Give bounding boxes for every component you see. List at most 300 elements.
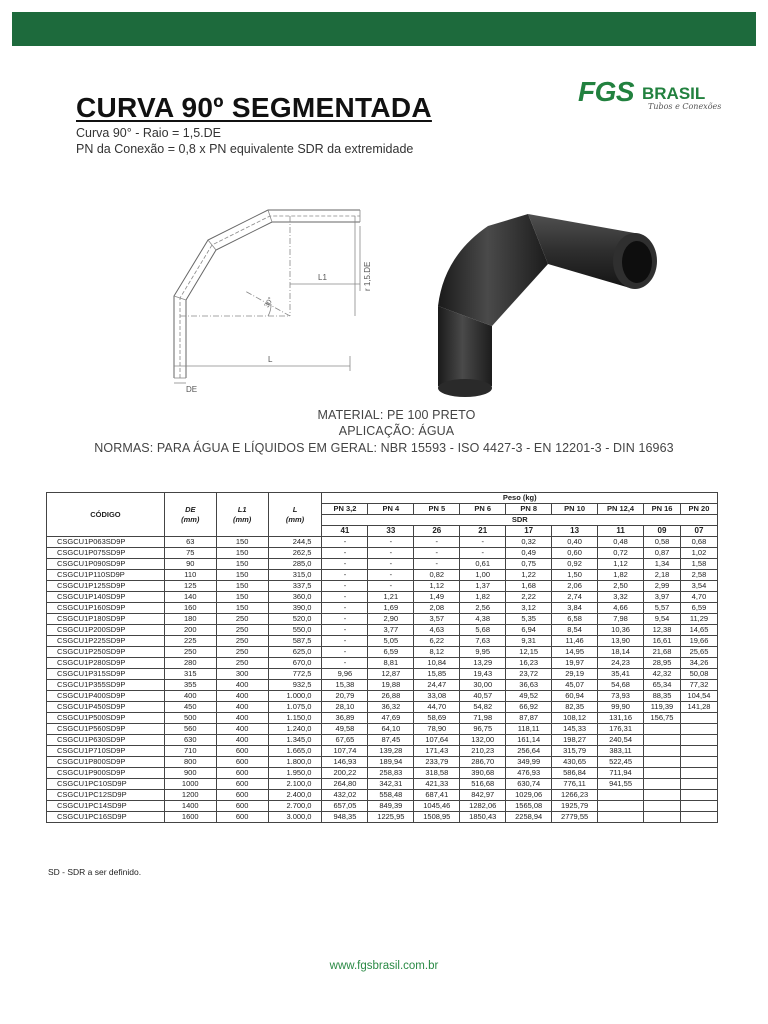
cell-peso: 1266,23 [552, 790, 598, 801]
header-pn: PN 16 [644, 504, 681, 515]
cell-peso: 522,45 [598, 757, 644, 768]
cell-codigo: CSGCU1P075SD9P [47, 548, 165, 559]
cell-peso: 18,14 [598, 647, 644, 658]
cell-peso: 19,97 [552, 658, 598, 669]
cell-de: 560 [164, 724, 216, 735]
table-row [47, 592, 718, 603]
table-row [47, 746, 718, 757]
cell-l: 1.150,0 [268, 713, 322, 724]
cell-peso: - [322, 570, 368, 581]
cell-peso: 58,69 [414, 713, 460, 724]
cell-peso: 210,23 [460, 746, 506, 757]
cell-de: 63 [164, 537, 216, 548]
cell-peso: 0,87 [644, 548, 681, 559]
cell-peso: 1925,79 [552, 801, 598, 812]
table-row [47, 680, 718, 691]
cell-peso: 286,70 [460, 757, 506, 768]
cell-peso: 2,56 [460, 603, 506, 614]
cell-peso: 3,32 [598, 592, 644, 603]
cell-peso [680, 746, 717, 757]
spec-normas: NORMAS: PARA ÁGUA E LÍQUIDOS EM GERAL: NBR 15593 - ISO 4427-3 - EN 12201-3 - DIN 16963 [94, 441, 674, 455]
cell-peso: 2,22 [506, 592, 552, 603]
cell-peso: 657,05 [322, 801, 368, 812]
cell-peso: 9,95 [460, 647, 506, 658]
table-row [47, 779, 718, 790]
cell-peso: 13,90 [598, 636, 644, 647]
cell-peso: 145,33 [552, 724, 598, 735]
cell-peso: 4,66 [598, 603, 644, 614]
cell-de: 450 [164, 702, 216, 713]
cell-peso: 2258,94 [506, 812, 552, 823]
cell-peso: 1,58 [680, 559, 717, 570]
cell-codigo: CSGCU1P125SD9P [47, 581, 165, 592]
cell-peso: 711,94 [598, 768, 644, 779]
cell-peso [680, 801, 717, 812]
cell-peso: - [368, 548, 414, 559]
cell-peso: 1565,08 [506, 801, 552, 812]
cell-peso: 21,68 [644, 647, 681, 658]
cell-peso: 3,84 [552, 603, 598, 614]
table-row [47, 669, 718, 680]
cell-peso: 1508,95 [414, 812, 460, 823]
header-sdr-value: 41 [322, 526, 368, 537]
cell-peso: 516,68 [460, 779, 506, 790]
cell-peso: 776,11 [552, 779, 598, 790]
website-link[interactable]: www.fgsbrasil.com.br [329, 960, 439, 972]
cell-codigo: CSGCU1P200SD9P [47, 625, 165, 636]
table-row [47, 603, 718, 614]
cell-peso: - [322, 548, 368, 559]
cell-peso: 687,41 [414, 790, 460, 801]
cell-peso: 1,21 [368, 592, 414, 603]
cell-de: 1400 [164, 801, 216, 812]
cell-l: 1.240,0 [268, 724, 322, 735]
cell-peso: 476,93 [506, 768, 552, 779]
table-row [47, 691, 718, 702]
table-row [47, 581, 718, 592]
table-row [47, 757, 718, 768]
cell-peso: 1,12 [414, 581, 460, 592]
cell-peso: 14,65 [680, 625, 717, 636]
cell-peso: 9,31 [506, 636, 552, 647]
cell-peso: - [368, 559, 414, 570]
cell-peso: - [322, 559, 368, 570]
cell-peso [644, 735, 681, 746]
cell-peso: 13,29 [460, 658, 506, 669]
cell-l1: 150 [216, 581, 268, 592]
cell-peso: 16,61 [644, 636, 681, 647]
cell-codigo: CSGCU1P800SD9P [47, 757, 165, 768]
table-row [47, 702, 718, 713]
cell-peso: 12,87 [368, 669, 414, 680]
cell-peso: 349,99 [506, 757, 552, 768]
cell-peso: - [368, 570, 414, 581]
dim-radius-label: r 1,5.DE [363, 261, 372, 291]
cell-de: 180 [164, 614, 216, 625]
table-row [47, 614, 718, 625]
cell-peso: 34,26 [680, 658, 717, 669]
cell-peso [644, 724, 681, 735]
table-row [47, 790, 718, 801]
cell-peso: 1,68 [506, 581, 552, 592]
table-row [47, 658, 718, 669]
cell-peso: 118,11 [506, 724, 552, 735]
cell-peso: 36,89 [322, 713, 368, 724]
cell-peso: 383,11 [598, 746, 644, 757]
spec-aplicacao: APLICAÇÃO: ÁGUA [338, 424, 455, 438]
cell-peso: 0,68 [680, 537, 717, 548]
cell-peso: - [368, 537, 414, 548]
cell-l1: 600 [216, 746, 268, 757]
cell-de: 500 [164, 713, 216, 724]
table-row [47, 801, 718, 812]
cell-peso: 7,63 [460, 636, 506, 647]
cell-peso: 49,52 [506, 691, 552, 702]
cell-peso: 77,32 [680, 680, 717, 691]
cell-peso: 29,19 [552, 669, 598, 680]
cell-l: 262,5 [268, 548, 322, 559]
cell-peso: 16,23 [506, 658, 552, 669]
cell-l: 932,5 [268, 680, 322, 691]
cell-peso: 1282,06 [460, 801, 506, 812]
cell-l1: 250 [216, 614, 268, 625]
table-row [47, 548, 718, 559]
cell-codigo: CSGCU1PC12SD9P [47, 790, 165, 801]
header-pn: PN 4 [368, 504, 414, 515]
subtitle-radius: Curva 90° - Raio = 1,5.DE [76, 126, 221, 140]
cell-l1: 400 [216, 702, 268, 713]
cell-peso: - [322, 592, 368, 603]
cell-peso: 0,75 [506, 559, 552, 570]
dim-angle-label: 30° [263, 296, 276, 309]
cell-peso: 12,15 [506, 647, 552, 658]
cell-codigo: CSGCU1P630SD9P [47, 735, 165, 746]
cell-de: 315 [164, 669, 216, 680]
cell-peso: 66,92 [506, 702, 552, 713]
cell-peso: - [322, 537, 368, 548]
header-pn: PN 5 [414, 504, 460, 515]
cell-peso: 42,32 [644, 669, 681, 680]
cell-peso: 0,61 [460, 559, 506, 570]
cell-peso: 1045,46 [414, 801, 460, 812]
cell-de: 200 [164, 625, 216, 636]
cell-peso [644, 812, 681, 823]
cell-peso [680, 713, 717, 724]
cell-peso: 315,79 [552, 746, 598, 757]
cell-peso [680, 768, 717, 779]
cell-l: 360,0 [268, 592, 322, 603]
cell-de: 800 [164, 757, 216, 768]
cell-peso: 258,83 [368, 768, 414, 779]
cell-peso: 156,75 [644, 713, 681, 724]
cell-de: 355 [164, 680, 216, 691]
cell-peso: 432,02 [322, 790, 368, 801]
cell-peso: 146,93 [322, 757, 368, 768]
cell-peso: 941,55 [598, 779, 644, 790]
cell-codigo: CSGCU1P280SD9P [47, 658, 165, 669]
header-sdr-value: 07 [680, 526, 717, 537]
cell-peso: - [322, 603, 368, 614]
cell-l: 1.950,0 [268, 768, 322, 779]
dim-l1-label: L1 [318, 273, 327, 282]
cell-peso: 5,35 [506, 614, 552, 625]
cell-peso: 1,82 [460, 592, 506, 603]
cell-codigo: CSGCU1P710SD9P [47, 746, 165, 757]
logo-fgs: FGS [578, 76, 635, 107]
cell-de: 1200 [164, 790, 216, 801]
cell-de: 110 [164, 570, 216, 581]
cell-l: 670,0 [268, 658, 322, 669]
cell-peso: 0,58 [644, 537, 681, 548]
table-row [47, 812, 718, 823]
cell-peso: 4,38 [460, 614, 506, 625]
dim-de-label: DE [186, 385, 198, 394]
top-banner [12, 12, 756, 46]
header-pn: PN 10 [552, 504, 598, 515]
cell-peso: 2779,55 [552, 812, 598, 823]
cell-peso: - [322, 647, 368, 658]
cell-peso: 119,39 [644, 702, 681, 713]
header-pn: PN 20 [680, 504, 717, 515]
cell-l1: 400 [216, 724, 268, 735]
table-row [47, 713, 718, 724]
cell-de: 710 [164, 746, 216, 757]
cell-l1: 150 [216, 570, 268, 581]
cell-peso [598, 790, 644, 801]
cell-l: 1.000,0 [268, 691, 322, 702]
cell-peso: 24,47 [414, 680, 460, 691]
cell-codigo: CSGCU1PC16SD9P [47, 812, 165, 823]
cell-peso: 107,74 [322, 746, 368, 757]
table-row [47, 570, 718, 581]
header-pn: PN 8 [506, 504, 552, 515]
cell-peso [644, 746, 681, 757]
cell-peso [680, 812, 717, 823]
cell-codigo: CSGCU1P355SD9P [47, 680, 165, 691]
cell-peso: 2,50 [598, 581, 644, 592]
cell-peso: 96,75 [460, 724, 506, 735]
header-de: DE (mm) [164, 493, 216, 537]
cell-peso: 19,88 [368, 680, 414, 691]
cell-peso: 9,96 [322, 669, 368, 680]
cell-codigo: CSGCU1P315SD9P [47, 669, 165, 680]
cell-l: 337,5 [268, 581, 322, 592]
cell-peso: 11,46 [552, 636, 598, 647]
cell-l1: 400 [216, 735, 268, 746]
table-row [47, 647, 718, 658]
cell-peso: 35,41 [598, 669, 644, 680]
cell-l: 625,0 [268, 647, 322, 658]
cell-codigo: CSGCU1PC10SD9P [47, 779, 165, 790]
cell-l1: 600 [216, 812, 268, 823]
cell-peso: - [322, 581, 368, 592]
cell-codigo: CSGCU1P250SD9P [47, 647, 165, 658]
cell-peso: 78,90 [414, 724, 460, 735]
cell-peso: 630,74 [506, 779, 552, 790]
cell-l1: 250 [216, 625, 268, 636]
cell-l: 2.100,0 [268, 779, 322, 790]
cell-l: 390,0 [268, 603, 322, 614]
cell-de: 280 [164, 658, 216, 669]
cell-peso: 842,97 [460, 790, 506, 801]
cell-l: 2.400,0 [268, 790, 322, 801]
cell-de: 1600 [164, 812, 216, 823]
cell-peso: 49,58 [322, 724, 368, 735]
cell-peso: 9,54 [644, 614, 681, 625]
header-sdr-value: 11 [598, 526, 644, 537]
cell-codigo: CSGCU1P090SD9P [47, 559, 165, 570]
cell-codigo: CSGCU1P400SD9P [47, 691, 165, 702]
cell-peso: 1,82 [598, 570, 644, 581]
cell-de: 75 [164, 548, 216, 559]
cell-peso: 87,45 [368, 735, 414, 746]
cell-peso: 3,77 [368, 625, 414, 636]
cell-l: 2.700,0 [268, 801, 322, 812]
cell-peso: 1,02 [680, 548, 717, 559]
cell-de: 160 [164, 603, 216, 614]
cell-peso: 2,74 [552, 592, 598, 603]
cell-peso: 10,84 [414, 658, 460, 669]
table-row [47, 768, 718, 779]
cell-peso: 6,59 [368, 647, 414, 658]
header-l1: L1 (mm) [216, 493, 268, 537]
cell-l1: 250 [216, 636, 268, 647]
cell-l: 520,0 [268, 614, 322, 625]
cell-peso: 1,22 [506, 570, 552, 581]
cell-l1: 600 [216, 801, 268, 812]
cell-peso: - [414, 559, 460, 570]
cell-l1: 400 [216, 680, 268, 691]
logo-tagline: Tubos e Conexões [648, 102, 722, 111]
cell-codigo: CSGCU1P063SD9P [47, 537, 165, 548]
cell-peso: 5,57 [644, 603, 681, 614]
cell-peso: 2,99 [644, 581, 681, 592]
cell-peso: 0,92 [552, 559, 598, 570]
header-codigo: CÓDIGO [47, 493, 165, 537]
cell-peso: 558,48 [368, 790, 414, 801]
cell-peso: 1,37 [460, 581, 506, 592]
dim-l-label: L [268, 355, 273, 364]
cell-codigo: CSGCU1P225SD9P [47, 636, 165, 647]
cell-peso [680, 735, 717, 746]
cell-peso [680, 779, 717, 790]
cell-peso: 6,59 [680, 603, 717, 614]
cell-peso: 5,05 [368, 636, 414, 647]
cell-peso: 25,65 [680, 647, 717, 658]
table-row [47, 537, 718, 548]
cell-l1: 600 [216, 779, 268, 790]
cell-peso: 60,94 [552, 691, 598, 702]
cell-de: 90 [164, 559, 216, 570]
cell-peso: 6,58 [552, 614, 598, 625]
cell-peso: 0,72 [598, 548, 644, 559]
cell-peso: 161,14 [506, 735, 552, 746]
header-sdr-value: 26 [414, 526, 460, 537]
cell-peso: 200,22 [322, 768, 368, 779]
cell-peso: 390,68 [460, 768, 506, 779]
cell-peso: 198,27 [552, 735, 598, 746]
header-sdr-value: 13 [552, 526, 598, 537]
cell-peso: 7,98 [598, 614, 644, 625]
cell-peso: 189,94 [368, 757, 414, 768]
cell-peso: 36,63 [506, 680, 552, 691]
cell-peso: 67,65 [322, 735, 368, 746]
cell-peso: 1,34 [644, 559, 681, 570]
cell-peso: 0,48 [598, 537, 644, 548]
technical-drawing [150, 196, 382, 394]
cell-de: 225 [164, 636, 216, 647]
cell-peso: 0,40 [552, 537, 598, 548]
cell-peso: 0,49 [506, 548, 552, 559]
cell-peso: 44,70 [414, 702, 460, 713]
cell-peso: 849,39 [368, 801, 414, 812]
cell-peso: 318,58 [414, 768, 460, 779]
cell-peso: 14,95 [552, 647, 598, 658]
cell-peso: 28,95 [644, 658, 681, 669]
cell-peso: 948,35 [322, 812, 368, 823]
cell-peso: 24,23 [598, 658, 644, 669]
cell-peso: 1,49 [414, 592, 460, 603]
cell-l: 315,0 [268, 570, 322, 581]
cell-codigo: CSGCU1P560SD9P [47, 724, 165, 735]
cell-peso: 1,50 [552, 570, 598, 581]
cell-peso: 430,65 [552, 757, 598, 768]
cell-l: 1.800,0 [268, 757, 322, 768]
cell-peso: 141,28 [680, 702, 717, 713]
cell-peso: 132,00 [460, 735, 506, 746]
header-l: L (mm) [268, 493, 322, 537]
cell-peso: 108,12 [552, 713, 598, 724]
cell-peso: 36,32 [368, 702, 414, 713]
cell-peso: 30,00 [460, 680, 506, 691]
dimensions-table [46, 492, 718, 823]
header-sdr-value: 09 [644, 526, 681, 537]
cell-l1: 400 [216, 713, 268, 724]
cell-peso: 176,31 [598, 724, 644, 735]
cell-peso: 8,54 [552, 625, 598, 636]
cell-peso: 4,63 [414, 625, 460, 636]
cell-l1: 600 [216, 768, 268, 779]
cell-l: 244,5 [268, 537, 322, 548]
cell-l1: 600 [216, 790, 268, 801]
cell-peso: 240,54 [598, 735, 644, 746]
cell-peso: 15,85 [414, 669, 460, 680]
cell-l: 1.345,0 [268, 735, 322, 746]
cell-peso [598, 812, 644, 823]
cell-peso: 6,94 [506, 625, 552, 636]
table-row [47, 559, 718, 570]
header-sdr-value: 33 [368, 526, 414, 537]
cell-peso [598, 801, 644, 812]
cell-l1: 150 [216, 559, 268, 570]
cell-peso: 45,07 [552, 680, 598, 691]
cell-peso: 1,12 [598, 559, 644, 570]
cell-peso [644, 757, 681, 768]
cell-peso [644, 768, 681, 779]
cell-peso: 139,28 [368, 746, 414, 757]
cell-l1: 150 [216, 537, 268, 548]
cell-peso: 3,54 [680, 581, 717, 592]
cell-peso: 1029,06 [506, 790, 552, 801]
logo-brasil: BRASIL [642, 84, 706, 103]
table-row [47, 625, 718, 636]
header-peso: Peso (kg) [322, 493, 718, 504]
cell-peso: 171,43 [414, 746, 460, 757]
page-title: CURVA 90º SEGMENTADA [76, 92, 432, 123]
cell-peso: 3,97 [644, 592, 681, 603]
header-pn: PN 3,2 [322, 504, 368, 515]
cell-peso: 131,16 [598, 713, 644, 724]
